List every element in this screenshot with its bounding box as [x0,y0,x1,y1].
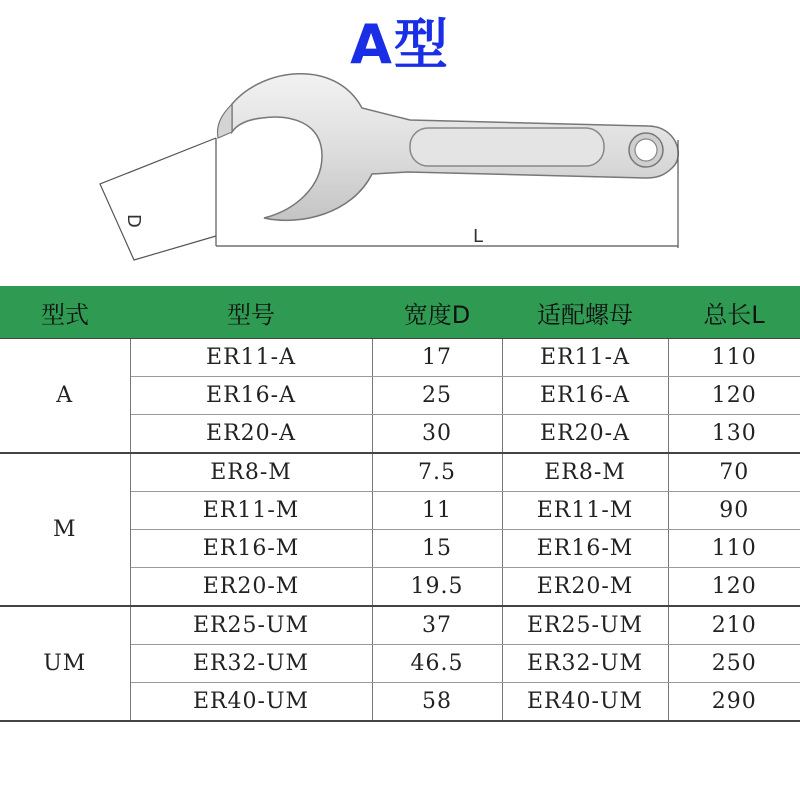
width-cell: 17 [372,339,502,377]
model-cell: ER32-UM [130,645,372,683]
nut-cell: ER20-A [502,415,668,454]
table-row [0,606,800,645]
length-cell: 90 [668,492,800,530]
length-cell: 110 [668,339,800,377]
nut-cell: ER16-A [502,377,668,415]
group-type-cell: A [0,339,130,454]
model-cell: ER16-A [130,377,372,415]
width-cell: 11 [372,492,502,530]
length-cell: 110 [668,530,800,568]
width-cell: 15 [372,530,502,568]
nut-cell: ER16-M [502,530,668,568]
length-cell: 250 [668,645,800,683]
length-cell: 210 [668,606,800,645]
model-cell: ER25-UM [130,606,372,645]
model-cell: ER11-M [130,492,372,530]
length-cell: 120 [668,568,800,607]
width-cell: 7.5 [372,453,502,492]
nut-cell: ER20-M [502,568,668,607]
wrench-slot [410,128,604,166]
header-nut: 适配螺母 [502,286,668,339]
spec-table [0,286,800,722]
wrench-diagram [0,60,800,270]
model-cell: ER8-M [130,453,372,492]
model-cell: ER20-M [130,568,372,607]
length-cell: 70 [668,453,800,492]
width-cell: 30 [372,415,502,454]
width-cell: 37 [372,606,502,645]
nut-cell: ER25-UM [502,606,668,645]
header-type: 型式 [0,286,130,339]
group-type-cell: M [0,453,130,606]
width-cell: 46.5 [372,645,502,683]
width-cell: 58 [372,683,502,722]
model-cell: ER40-UM [130,683,372,722]
length-cell: 130 [668,415,800,454]
nut-cell: ER11-A [502,339,668,377]
table-row [0,339,800,377]
group-type-cell: UM [0,606,130,721]
header-width: 宽度D [372,286,502,339]
nut-cell: ER32-UM [502,645,668,683]
width-cell: 25 [372,377,502,415]
nut-cell: ER11-M [502,492,668,530]
table-body [0,339,800,722]
nut-cell: ER40-UM [502,683,668,722]
page-title: A型 [350,13,450,76]
nut-cell: ER8-M [502,453,668,492]
model-cell: ER11-A [130,339,372,377]
length-label: L [473,226,484,247]
nut-outline [100,138,216,260]
model-cell: ER16-M [130,530,372,568]
table-header-row [0,286,800,339]
length-cell: 120 [668,377,800,415]
table-row [0,453,800,492]
model-cell: ER20-A [130,415,372,454]
length-cell: 290 [668,683,800,722]
header-length: 总长L [668,286,800,339]
width-label: D [123,214,144,228]
header-model: 型号 [130,286,372,339]
width-cell: 19.5 [372,568,502,607]
